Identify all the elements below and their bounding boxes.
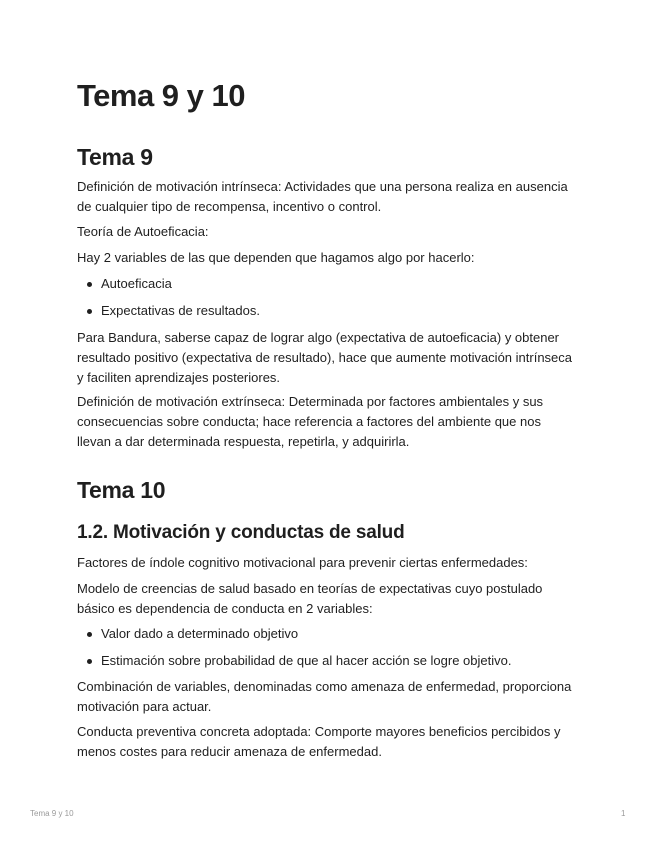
- page-number: 1: [621, 809, 626, 818]
- paragraph-teoria-autoeficacia: Teoría de Autoeficacia:: [77, 224, 209, 239]
- paragraph-factores: Factores de índole cognitivo motivacional para prevenir ciertas enfermedades:: [77, 555, 528, 570]
- paragraph-variables: Hay 2 variables de las que dependen que hagamos algo por hacerlo:: [77, 250, 475, 265]
- bullet-icon: [87, 659, 92, 664]
- section-heading-tema9: Tema 9: [77, 144, 153, 170]
- list-item-text: Expectativas de resultados.: [101, 303, 260, 318]
- list-item-text: Autoeficacia: [101, 276, 172, 291]
- list-item-text: Estimación sobre probabilidad de que al hacer acción se logre objetivo.: [101, 653, 512, 668]
- bullet-icon: [87, 632, 92, 637]
- bullet-icon: [87, 282, 92, 287]
- section-heading-tema10: Tema 10: [77, 477, 166, 503]
- paragraph-combinacion: Combinación de variables, denominadas como amenaza de enfermedad, proporciona motivación para actuar.: [77, 679, 572, 714]
- paragraph-motivacion-intrinseca: Definición de motivación intrínseca: Actividades que una persona realiza en ausencia de cualquier tipo de recompensa, incentivo o control.: [77, 179, 568, 214]
- paragraph-modelo-creencias: Modelo de creencias de salud basado en teorías de expectativas cuyo postulado básico es dependencia de conducta en 2 variables:: [77, 581, 543, 616]
- subsection-heading-conductas-salud: 1.2. Motivación y conductas de salud: [77, 522, 405, 543]
- paragraph-motivacion-extrinseca: Definición de motivación extrínseca: Determinada por factores ambientales y sus consecuencias sobre conducta; hace referencia a factores del ambiente que nos llevan a dar determinada respuesta, repetirla, y adquirirla.: [77, 394, 544, 449]
- bullet-icon: [87, 309, 92, 314]
- paragraph-bandura: Para Bandura, saberse capaz de lograr algo (expectativa de autoeficacia) y obtener resultado positivo (expectativa de resultado), hace que aumente motivación intrínseca y faciliten aprendizajes posteriores.: [77, 330, 573, 385]
- list-item-text: Valor dado a determinado objetivo: [101, 626, 299, 641]
- paragraph-conducta-preventiva: Conducta preventiva concreta adoptada: Comporte mayores beneficios percibidos y menos costes para reducir amenaza de enfermedad.: [77, 724, 561, 759]
- footer-title: Tema 9 y 10: [30, 809, 74, 818]
- document-title: Tema 9 y 10: [77, 78, 245, 113]
